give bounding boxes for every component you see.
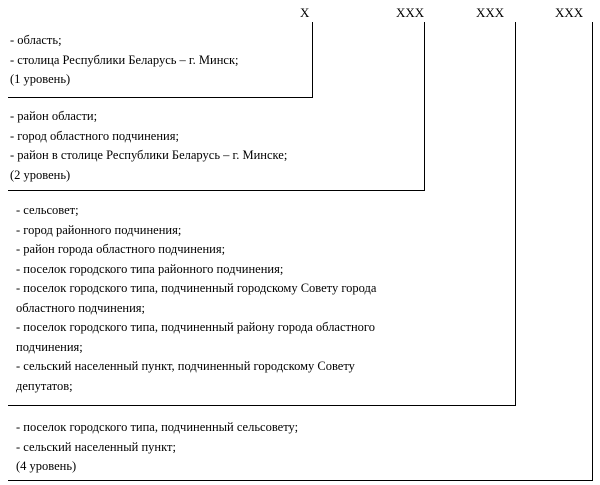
level-4-item: - сельский населенный пункт;: [16, 439, 176, 454]
level-2-caption: (2 уровень): [10, 167, 71, 182]
level-3-block: [16, 201, 376, 396]
connector-level-2-horizontal: [8, 190, 425, 191]
level-1-caption: (1 уровень): [10, 72, 71, 86]
code-digits-level-2: ХХХ: [396, 5, 425, 20]
level-4-caption: (4 уровень): [16, 459, 77, 473]
connector-level-2-vertical: [424, 22, 425, 190]
level-1-item: - область;: [10, 33, 62, 47]
level-3-line: подчинения;: [16, 339, 83, 354]
code-digits-level-4: ХХХ: [555, 5, 584, 20]
level-3-line: - поселок городского типа, подчиненный городскому Совету города: [16, 281, 377, 295]
level-1-block: [10, 31, 239, 90]
connector-level-3-vertical: [515, 22, 516, 405]
level-3-line: - город районного подчинения;: [16, 222, 182, 237]
code-digits-level-3: ХХХ: [476, 5, 505, 20]
connector-level-1-horizontal: [8, 97, 313, 98]
level-3-line: - сельсовет;: [16, 203, 79, 217]
level-2-item: - район области;: [10, 109, 98, 123]
level-3-line: - поселок городского типа районного подчинения;: [16, 261, 284, 276]
connector-level-4-vertical: [592, 22, 593, 480]
level-4-item: - поселок городского типа, подчиненный сельсовету;: [16, 420, 299, 434]
level-3-line: - район города областного подчинения;: [16, 242, 226, 256]
level-2-item: - город областного подчинения;: [10, 128, 179, 143]
level-3-line: депутатов;: [16, 378, 73, 393]
level-2-block: [10, 107, 287, 185]
level-2-item: - район в столице Республики Беларусь – г. Минске;: [10, 148, 288, 162]
level-1-item: - столица Республики Беларусь – г. Минск;: [10, 52, 239, 67]
connector-level-3-horizontal: [8, 405, 516, 406]
level-3-line: - поселок городского типа, подчиненный району города областного: [16, 320, 375, 334]
level-3-line: - сельский населенный пункт, подчиненный городскому Совету: [16, 359, 355, 373]
level-4-block: [16, 418, 298, 477]
level-3-line: областного подчинения;: [16, 300, 145, 315]
code-digit-level-1: Х: [300, 5, 310, 20]
connector-level-4-horizontal: [8, 480, 593, 481]
connector-level-1-vertical: [312, 22, 313, 97]
